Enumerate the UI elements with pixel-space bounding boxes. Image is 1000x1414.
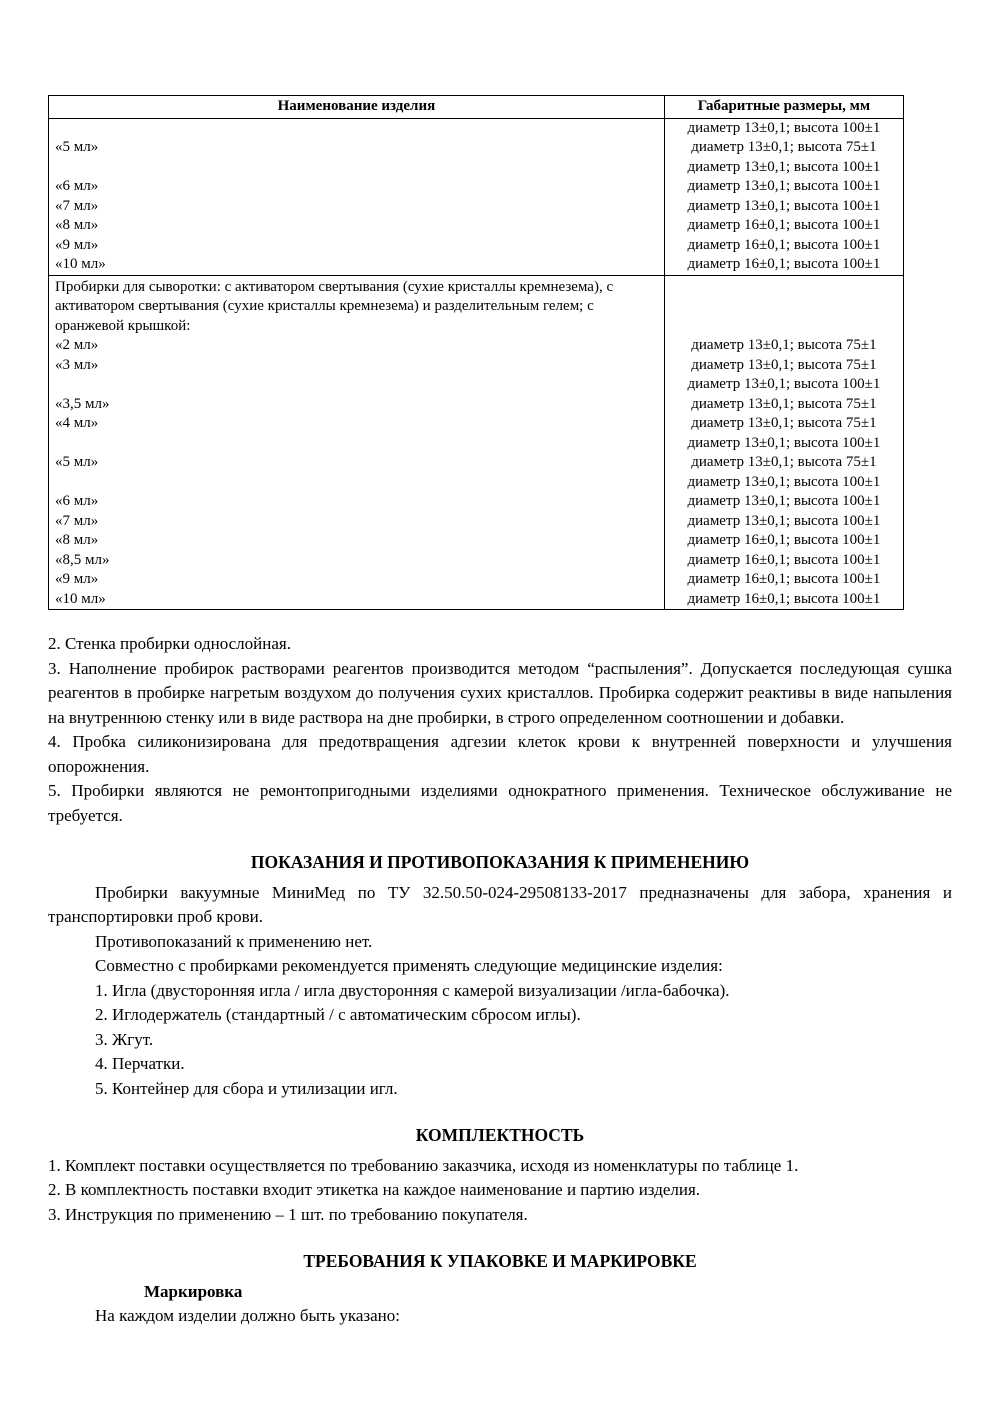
product-name-cell: «5 мл»: [55, 454, 99, 470]
product-name-cell: [49, 473, 664, 493]
dimensions-cell: диаметр 13±0,1; высота 100±1: [664, 375, 903, 395]
indications-paragraph-3: Совместно с пробирками рекомендуется применять следующие медицинские изделия:: [95, 956, 723, 975]
recommended-item-gloves: 4. Перчатки.: [95, 1054, 185, 1073]
completeness-paragraph-3: 3. Инструкция по применению – 1 шт. по требованию покупателя.: [48, 1204, 528, 1224]
dimensions-cell: диаметр 16±0,1; высота 100±1: [664, 570, 903, 590]
product-dimensions-table: [48, 95, 904, 610]
product-name-cell: [49, 434, 664, 454]
dimensions-cell: диаметр 16±0,1; высота 100±1: [664, 255, 903, 275]
packaging-heading: ТРЕБОВАНИЯ К УПАКОВКЕ И МАРКИРОВКЕ: [303, 1251, 697, 1271]
product-name-cell: «3 мл»: [55, 356, 99, 373]
dimensions-cell: диаметр 13±0,1; высота 75±1: [664, 336, 903, 356]
recommended-item-holder: 2. Иглодержатель (стандартный / с автоматическим сбросом иглы).: [95, 1005, 581, 1024]
product-name-cell: [49, 158, 664, 178]
product-name-cell: «7 мл»: [55, 197, 99, 214]
product-name-cell: [49, 375, 664, 395]
dimensions-cell: диаметр 16±0,1; высота 100±1: [664, 216, 903, 236]
marking-paragraph: На каждом изделии должно быть указано:: [95, 1306, 400, 1325]
marking-subheading: Маркировка: [144, 1281, 243, 1301]
indications-heading: ПОКАЗАНИЯ И ПРОТИВОПОКАЗАНИЯ К ПРИМЕНЕНИЮ: [250, 852, 750, 872]
product-name-cell: «9 мл»: [55, 571, 99, 587]
dimensions-cell: диаметр 13±0,1; высота 100±1: [664, 158, 903, 178]
dimensions-cell: диаметр 16±0,1; высота 100±1: [664, 531, 903, 551]
product-name-cell: «2 мл»: [55, 337, 99, 353]
indications-paragraph-1: Пробирки вакуумные МиниМед по ТУ 32.50.50-024-29508133-2017 предназначены для забора, хранения и транспортировки проб крови.: [48, 882, 952, 926]
product-name-cell: «5 мл»: [55, 139, 99, 155]
features-section: [48, 632, 952, 828]
product-name-cell: «4 мл»: [55, 415, 99, 431]
product-name-cell: «6 мл»: [55, 493, 99, 509]
table-header-dimensions: Габаритные размеры, мм: [664, 96, 903, 118]
product-name-cell: «10 мл»: [55, 256, 106, 272]
dimensions-cell: диаметр 13±0,1; высота 100±1: [664, 473, 903, 493]
dimensions-cell: диаметр 16±0,1; высота 100±1: [664, 236, 903, 256]
recommended-item-container: 5. Контейнер для сбора и утилизации игл.: [95, 1078, 398, 1098]
table-body: [49, 119, 903, 610]
feature-paragraph-3: 3. Наполнение пробирок растворами реагентов производится методом “распыления”. Допускается последующая сушка реагентов в пробирке нагретым воздухом до получения сухих кристаллов. Пробирка содержит реактивы в виде напыления на внутреннюю стенку или в виде раствора на дне пробирки, в строго определенном соотношении и добавки.: [48, 658, 952, 727]
dimensions-cell: диаметр 13±0,1; высота 100±1: [664, 512, 903, 532]
dimensions-cell: диаметр 13±0,1; высота 100±1: [664, 197, 903, 217]
product-name-cell: «6 мл»: [55, 178, 99, 194]
dimensions-cell: диаметр 13±0,1; высота 75±1: [664, 356, 903, 376]
dimensions-cell: диаметр 16±0,1; высота 100±1: [664, 551, 903, 571]
product-name-cell: «10 мл»: [55, 590, 106, 607]
indications-section: [48, 850, 952, 1101]
product-name-cell: [49, 119, 664, 139]
dimensions-cell: диаметр 16±0,1; высота 100±1: [664, 590, 903, 610]
dimensions-cell: диаметр 13±0,1; высота 75±1: [664, 395, 903, 415]
dimensions-cell: диаметр 13±0,1; высота 100±1: [664, 492, 903, 512]
product-name-cell: «8 мл»: [55, 217, 99, 233]
dimensions-cell: диаметр 13±0,1; высота 75±1: [664, 453, 903, 473]
completeness-paragraph-1: 1. Комплект поставки осуществляется по требованию заказчика, исходя из номенклатуры по таблице 1.: [48, 1155, 799, 1175]
recommended-item-needle: 1. Игла (двусторонняя игла / игла двусторонняя с камерой визуализации /игла-бабочка).: [95, 980, 730, 1000]
dimensions-cell: диаметр 13±0,1; высота 75±1: [664, 414, 903, 434]
table-row: [49, 119, 903, 275]
dimensions-cell: диаметр 13±0,1; высота 100±1: [664, 119, 903, 139]
row-intro-text: Пробирки для сыворотки: с активатором свертывания (сухие кристаллы кремнезема), с активатором свертывания (сухие кристаллы кремнезема) и разделительным гелем; с оранжевой крышкой:: [55, 278, 617, 334]
feature-paragraph-4: 4. Пробка силиконизирована для предотвращения адгезии клеток крови к внутренней поверхности и улучшения опорожнения.: [48, 732, 952, 776]
completeness-section: [48, 1123, 952, 1227]
dimensions-cell: [664, 276, 903, 337]
feature-paragraph-5: 5. Пробирки являются не ремонтопригодными изделиями однократного применения. Техническое обслуживание не требуется.: [48, 781, 952, 825]
product-name-cell: «7 мл»: [55, 512, 99, 529]
product-name-cell: «8 мл»: [55, 532, 99, 548]
product-name-cell: «8,5 мл»: [55, 551, 110, 568]
table-row: [49, 275, 903, 610]
feature-paragraph-2: 2. Стенка пробирки однослойная.: [48, 634, 291, 653]
indications-paragraph-2: Противопоказаний к применению нет.: [95, 931, 373, 951]
packaging-section: [48, 1249, 952, 1329]
table-header-row: [49, 96, 903, 119]
dimensions-cell: диаметр 13±0,1; высота 100±1: [664, 177, 903, 197]
dimensions-cell: диаметр 13±0,1; высота 100±1: [664, 434, 903, 454]
completeness-paragraph-2: 2. В комплектность поставки входит этикетка на каждое наименование и партию изделия.: [48, 1180, 701, 1199]
dimensions-cell: диаметр 13±0,1; высота 75±1: [664, 138, 903, 158]
recommended-item-tourniquet: 3. Жгут.: [95, 1029, 154, 1049]
product-name-cell: «9 мл»: [55, 236, 99, 253]
product-name-cell: «3,5 мл»: [55, 395, 110, 412]
table-header-product-name: Наименование изделия: [277, 98, 436, 114]
completeness-heading: КОМПЛЕКТНОСТЬ: [415, 1125, 585, 1145]
